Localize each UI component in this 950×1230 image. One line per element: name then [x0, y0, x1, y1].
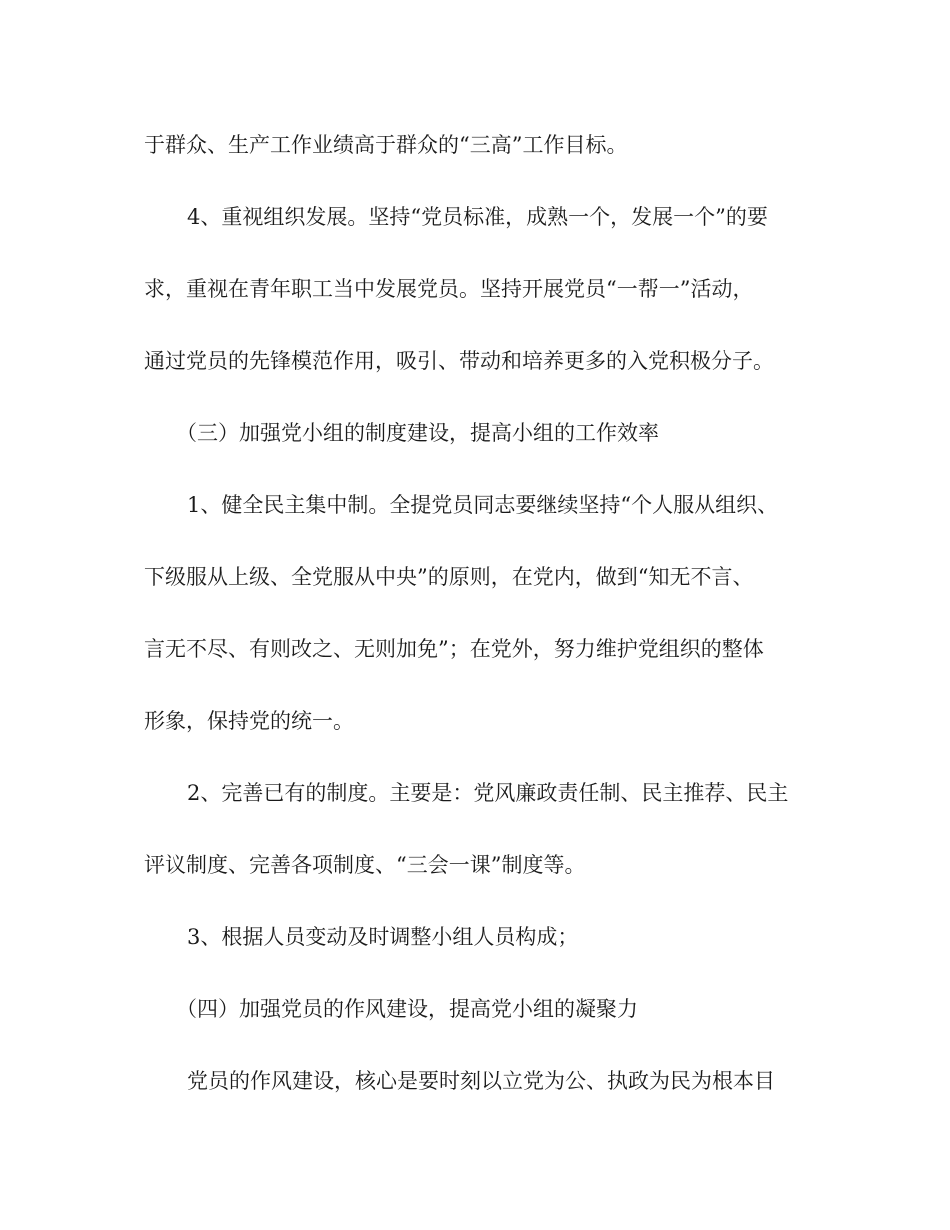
text-line: 4、重视组织发展。坚持“党员标准，成熟一个，发展一个”的要 [187, 205, 768, 229]
section-heading: （四）加强党员的作风建设，提高党小组的凝聚力 [176, 997, 638, 1021]
text-line: 通过党员的先锋模范作用，吸引、带动和培养更多的入党积极分子。 [144, 349, 774, 373]
text-line: 言无不尽、有则改之、无则加免”；在党外，努力维护党组织的整体 [144, 637, 764, 661]
section-heading: （三）加强党小组的制度建设，提高小组的工作效率 [176, 421, 659, 445]
text-line: 1、健全民主集中制。全提党员同志要继续坚持“个人服从组织、 [187, 493, 779, 517]
text-line: 于群众、生产工作业绩高于群众的“三高”工作目标。 [144, 133, 628, 157]
text-line: 下级服从上级、全党服从中央”的原则，在党内，做到“知无不言、 [144, 565, 754, 589]
text-line: 求，重视在青年职工当中发展党员。坚持开展党员“一帮一”活动， [144, 277, 754, 301]
text-line: 3、根据人员变动及时调整小组人员构成； [187, 925, 579, 949]
text-line: 评议制度、完善各项制度、“三会一课”制度等。 [144, 853, 586, 877]
text-line: 形象，保持党的统一。 [144, 709, 354, 733]
text-line: 2、完善已有的制度。主要是：党风廉政责任制、民主推荐、民主 [187, 781, 789, 805]
text-line: 党员的作风建设，核心是要时刻以立党为公、执政为民为根本目 [187, 1069, 775, 1093]
